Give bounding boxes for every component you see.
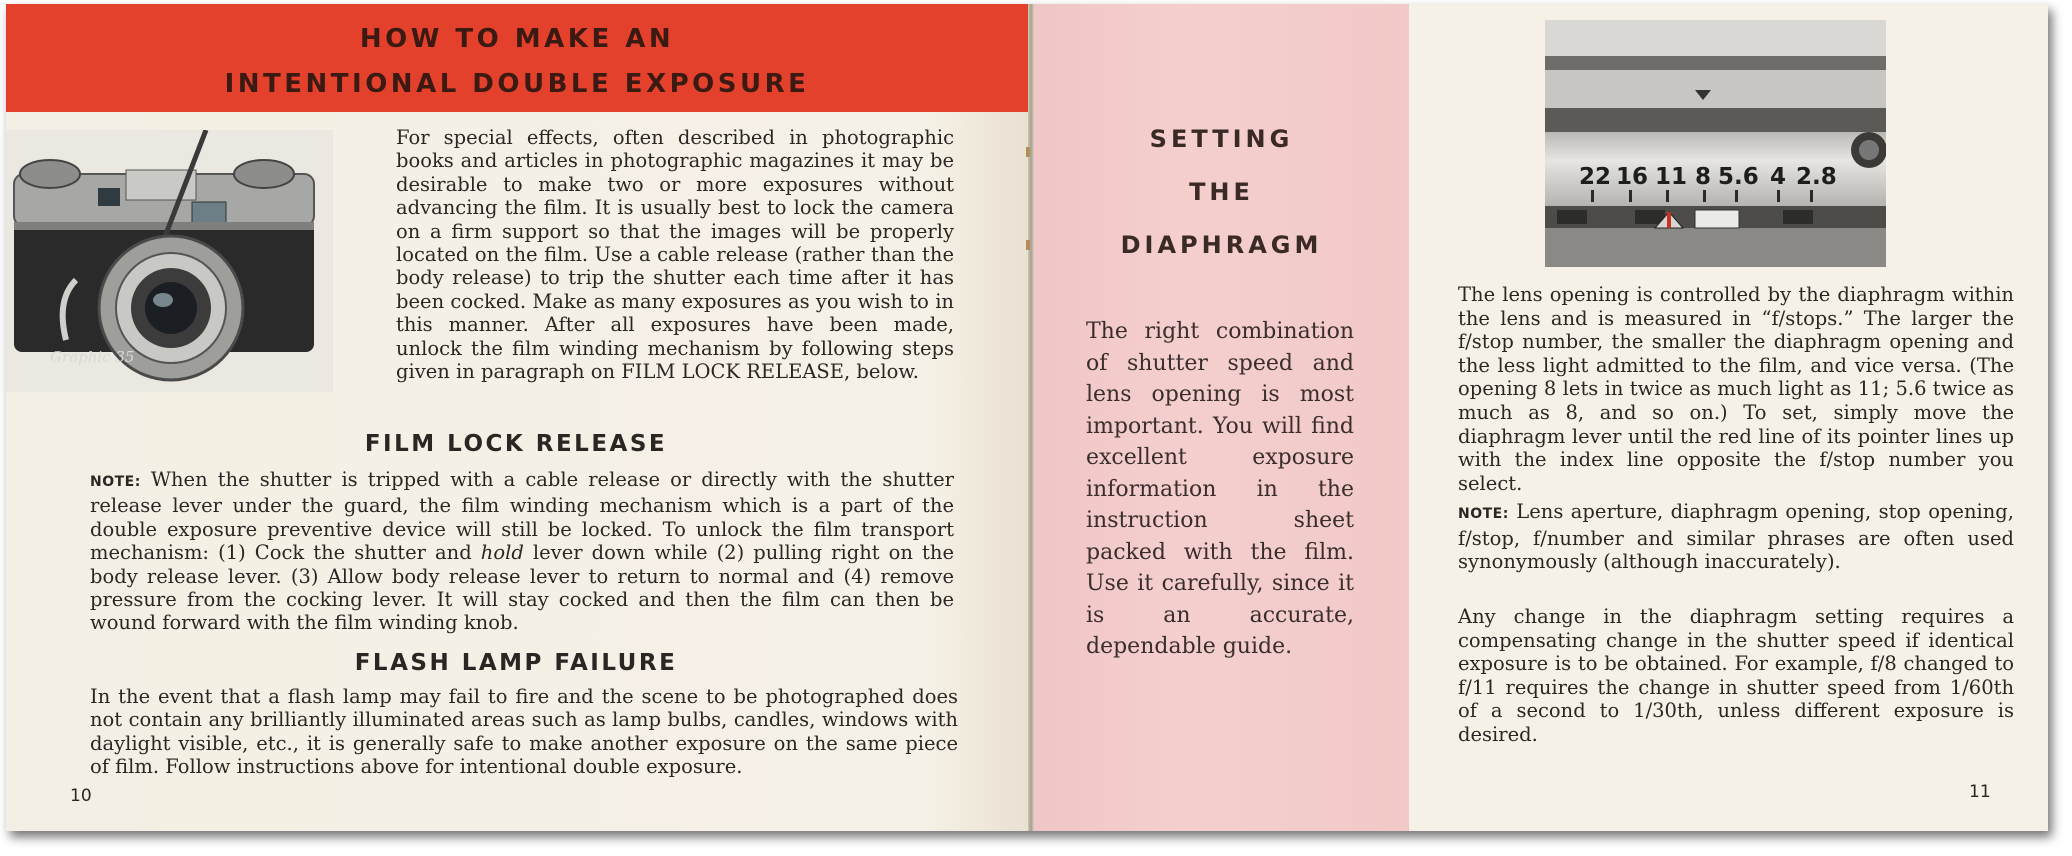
diaphragm-scale-photo [1545,20,1886,267]
film-lock-paragraph [90,468,954,635]
red-pointer-line [1667,212,1671,228]
title-banner [6,4,1028,112]
diaphragm-title-line-1: SETTING [1149,125,1294,153]
intro-paragraph: For special effects, often described in photographic books and articles in photographic magazines it may be desirable to make two or more exposures without advancing the film. It is usually best to lock the camera on a firm support so that the images will be properly located on the film. Use a cable release (rather than the body release) to trip the shutter each time after it has been cocked. Make as many exposures as you wish to in this manner. After all exposures have been made, unlock the film winding mechanism by following steps given in paragraph on FILM LOCK RELEASE, below. [396,126,954,384]
fstop-16: 16 [1616,164,1649,190]
compensation-paragraph: Any change in the diaphragm setting requires a compensating change in the shutter speed if identical exposure is to be obtained. For example, f/8 changed to f/11 requires the change in shutter speed from 1/60th of a second to 1/30th, unless different exposure is desired. [1458,605,2014,746]
film-lock-text-part-1: When the shutter is tripped with a cable release or directly with the shutter release lever under the guard, the film winding mechanism which is a part of the double exposure preventive device will still be locked. To unlock the film transport mechanism: (1) Cock the shutter and [90,468,954,565]
camera-illustration [6,130,333,392]
film-lock-heading: FILM LOCK RELEASE [364,431,668,457]
pink-side-panel [1034,4,1409,831]
aperture-note [1458,500,2014,574]
diaphragm-title-line-3: DIAPHRAGM [1120,231,1323,259]
fstop-2-8: 2.8 [1796,164,1837,190]
staple-mark-bottom [1026,240,1030,250]
page-number-right: 11 [1969,782,1991,802]
note-label-right: NOTE: [1458,506,1509,522]
booklet-spread [6,4,2048,831]
camera-photo [6,130,333,392]
camera-brand-script: Graphic 35 [50,348,135,366]
page-number-left: 10 [70,786,92,806]
banner-title-line-2: INTENTIONAL DOUBLE EXPOSURE [224,69,810,99]
fstop-scale-illustration [1545,20,1886,267]
diaphragm-paragraph: The lens opening is controlled by the diaphragm within the lens and is measured in “f/stops.” The larger the f/stop number, the smaller the diaphragm opening and the less light admitted to the film, and vice versa. (The opening 8 lets in twice as much light as 11; 5.6 twice as much as 8, and so on.) To set, simply move the diaphragm lever until the red line of its pointer lines up with the index line opposite the f/stop number you select. [1458,283,2014,495]
exposure-guide-paragraph: The right combination of shutter speed and lens opening is most important. You will find excellent exposure information in the instruction sheet packed with the film. Use it carefully, since it is an accurate, dependable guide. [1086,319,1354,659]
fstop-8: 8 [1695,164,1712,190]
flash-failure-heading: FLASH LAMP FAILURE [354,650,678,676]
note-label: NOTE: [90,474,141,490]
aperture-note-text: Lens aperture, diaphragm opening, stop opening, f/stop, f/number and similar phrases are often used synonymously (although inaccurately). [1458,500,2014,574]
film-lock-emphasis: hold [480,541,524,565]
diaphragm-title-line-2: THE [1189,178,1254,206]
fstop-22: 22 [1579,164,1612,190]
right-page [1034,4,2048,831]
fstop-11: 11 [1655,164,1688,190]
film-lock-text-part-2: lever down while (2) pulling right on the body release lever. (3) Allow body release lever to return to normal and (4) remove pressure from the cocking lever. It will stay cocked and then the film can then be wound forward with the film winding knob. [90,541,954,635]
banner-title-line-1: HOW TO MAKE AN [359,24,675,54]
flash-failure-paragraph: In the event that a flash lamp may fail to fire and the scene to be photographed does not contain any brilliantly illuminated areas such as lamp bulbs, candles, windows with daylight visible, etc., it is generally safe to make another exposure on the same piece of film. Follow instructions above for intentional double exposure. [90,685,958,779]
staple-mark-top [1026,147,1030,157]
fstop-4: 4 [1770,164,1787,190]
left-page [6,4,1028,831]
fstop-5-6: 5.6 [1718,164,1759,190]
